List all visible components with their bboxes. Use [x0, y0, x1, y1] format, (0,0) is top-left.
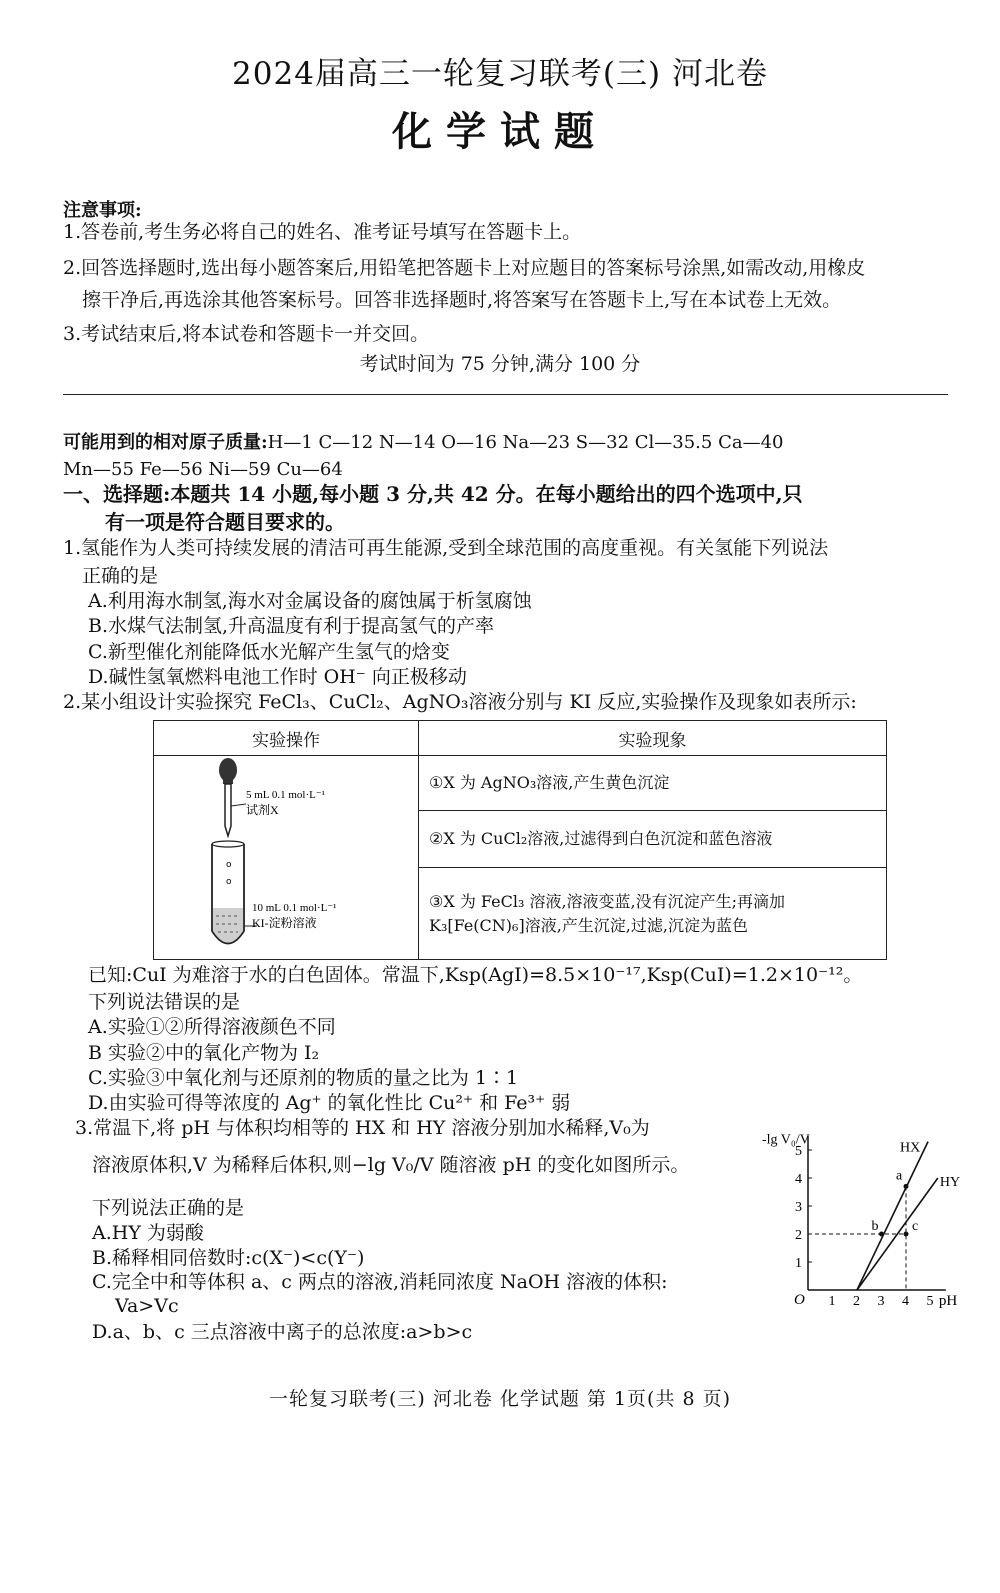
q1-option-b: B.水煤气法制氢,升高温度有利于提高氢气的产率	[88, 615, 495, 637]
x-tick-label: 4	[902, 1294, 909, 1309]
exam-time: 考试时间为 75 分钟,满分 100 分	[359, 353, 641, 375]
x-tick-label: 3	[877, 1294, 885, 1309]
atomic-mass-values-1: H—1 C—12 N—14 O—16 Na—23 S—32 Cl—35.5 Ca—40	[267, 432, 784, 453]
observation-3b: K₃[Fe(CN)₆]溶液,产生沉淀,过滤,沉淀为蓝色	[429, 915, 748, 935]
notes-heading: 注意事项:	[63, 200, 142, 221]
point-label-c: c	[912, 1219, 919, 1234]
q3-stem-a: 3.常温下,将 pH 与体积均相等的 HX 和 HY 溶液分别加水稀释,V₀为	[75, 1117, 650, 1139]
origin-label: O	[794, 1292, 805, 1308]
x-tick-label: 1	[828, 1294, 836, 1309]
observation-2: ②X 为 CuCl₂溶液,过滤得到白色沉淀和蓝色溶液	[419, 811, 887, 868]
q2-option-b: B 实验②中的氧化产物为 I₂	[88, 1042, 320, 1064]
q3-option-d: D.a、b、c 三点溶液中离子的总浓度:a>b>c	[92, 1321, 473, 1343]
q2-option-a: A.实验①②所得溶液颜色不同	[88, 1016, 336, 1038]
q1-option-c: C.新型催化剂能降低水光解产生氢气的焓变	[88, 641, 450, 663]
tube-label-2: KI-淀粉溶液	[252, 916, 317, 930]
exam-series-title: 2024届高三一轮复习联考(三) 河北卷	[232, 56, 768, 92]
col-header-operation: 实验操作	[154, 721, 419, 756]
q3-option-c-b: Va>Vc	[115, 1295, 179, 1317]
col-header-observation: 实验现象	[419, 721, 887, 756]
dropper-tube	[225, 784, 231, 836]
series-label-hy: HY	[939, 1175, 961, 1190]
y-tick-label: 4	[795, 1172, 802, 1187]
q1-option-d: D.碱性氢氧燃料电池工作时 OH⁻ 向正极移动	[88, 666, 467, 688]
q1-option-a: A.利用海水制氢,海水对金属设备的腐蚀属于析氢腐蚀	[88, 590, 532, 612]
note-item-2a: 2.回答选择题时,选出每小题答案后,用铅笔把答题卡上对应题目的答案标号涂黑,如需改动,用橡皮	[63, 257, 866, 279]
atomic-mass-line2: Mn—55 Fe—56 Ni—59 Cu—64	[63, 459, 343, 480]
y-tick-label: 1	[795, 1256, 802, 1271]
q3-option-a: A.HY 为弱酸	[92, 1222, 204, 1244]
series-line-hx	[857, 1142, 928, 1290]
series-label-hx: HX	[900, 1140, 921, 1156]
point-b	[879, 1232, 884, 1237]
q1-stem-a: 1.氢能作为人类可持续发展的清洁可再生能源,受到全球范围的高度重视。有关氢能下列说法	[63, 537, 829, 559]
q2-known: 已知:CuI 为难溶于水的白色固体。常温下,Ksp(AgI)=8.5×10⁻¹⁷,Ksp(CuI)=1.2×10⁻¹²。	[88, 964, 863, 986]
note-item-1: 1.答卷前,考生务必将自己的姓名、准考证号填写在答题卡上。	[63, 221, 582, 243]
series-line-hy	[857, 1178, 938, 1290]
experiment-table	[153, 720, 887, 960]
point-a	[904, 1184, 909, 1189]
q3-option-c-a: C.完全中和等体积 a、c 两点的溶液,消耗同浓度 NaOH 溶液的体积:	[92, 1271, 668, 1293]
y-tick-label: 5	[795, 1144, 802, 1159]
q2-stem: 2.某小组设计实验探究 FeCl₃、CuCl₂、AgNO₃溶液分别与 KI 反应,实验操作及现象如表所示:	[63, 691, 857, 713]
observation-3	[419, 868, 887, 960]
point-c	[904, 1232, 909, 1237]
q2-option-c: C.实验③中氧化剂与还原剂的物质的量之比为 1∶1	[88, 1067, 519, 1089]
svg-text:o: o	[226, 860, 232, 870]
page-footer: 一轮复习联考(三) 河北卷 化学试题 第 1页(共 8 页)	[268, 1388, 732, 1410]
point-label-b: b	[871, 1219, 879, 1234]
q3-stem-b: 溶液原体积,V 为稀释后体积,则−lg V₀/V 随溶液 pH 的变化如图所示。	[92, 1154, 690, 1176]
q1-stem-b: 正确的是	[82, 565, 159, 587]
point-label-a: a	[896, 1168, 903, 1184]
section-heading-a: 一、选择题:本题共 14 小题,每小题 3 分,共 42 分。在每小题给出的四个选项中,只	[63, 482, 803, 506]
dropper-test-tube-diagram	[154, 756, 416, 961]
atomic-mass-label: 可能用到的相对原子质量:	[63, 432, 268, 453]
note-item-2b: 擦干净后,再选涂其他答案标号。回答非选择题时,将答案写在答题卡上,写在本试卷上无效。	[82, 289, 842, 311]
observation-3a: ③X 为 FeCl₃ 溶液,溶液变蓝,没有沉淀产生;再滴加	[429, 891, 786, 911]
atomic-mass-line1	[63, 430, 784, 455]
x-axis-label: pH	[938, 1293, 958, 1309]
tube-label-1: 10 mL 0.1 mol·L⁻¹	[252, 902, 337, 914]
apparatus-cell	[154, 756, 419, 960]
q2-option-d: D.由实验可得等浓度的 Ag⁺ 的氧化性比 Cu²⁺ 和 Fe³⁺ 弱	[88, 1092, 571, 1114]
q3-ask: 下列说法正确的是	[92, 1197, 245, 1219]
x-tick-label: 2	[853, 1294, 860, 1309]
dropper-label-2: 试剂X	[246, 803, 279, 817]
y-tick-label: 3	[795, 1200, 802, 1215]
svg-text:o: o	[226, 877, 232, 887]
dropper-label-1: 5 mL 0.1 mol·L⁻¹	[246, 789, 325, 801]
observation-1: ①X 为 AgNO₃溶液,产生黄色沉淀	[419, 756, 887, 811]
note-item-3: 3.考试结束后,将本试卷和答题卡一并交回。	[63, 323, 430, 345]
y-tick-label: 2	[795, 1228, 802, 1243]
divider-rule	[63, 394, 948, 395]
ph-dilution-chart	[760, 1108, 975, 1313]
x-tick-label: 5	[926, 1294, 934, 1309]
exam-subject-title: 化学试题	[392, 108, 608, 155]
section-heading-b: 有一项是符合题目要求的。	[105, 510, 345, 534]
y-axis-label: -lg V₀/V	[762, 1132, 810, 1148]
q2-ask: 下列说法错误的是	[88, 991, 241, 1013]
q3-option-b: B.稀释相同倍数时:c(X⁻)<c(Y⁻)	[92, 1247, 365, 1269]
